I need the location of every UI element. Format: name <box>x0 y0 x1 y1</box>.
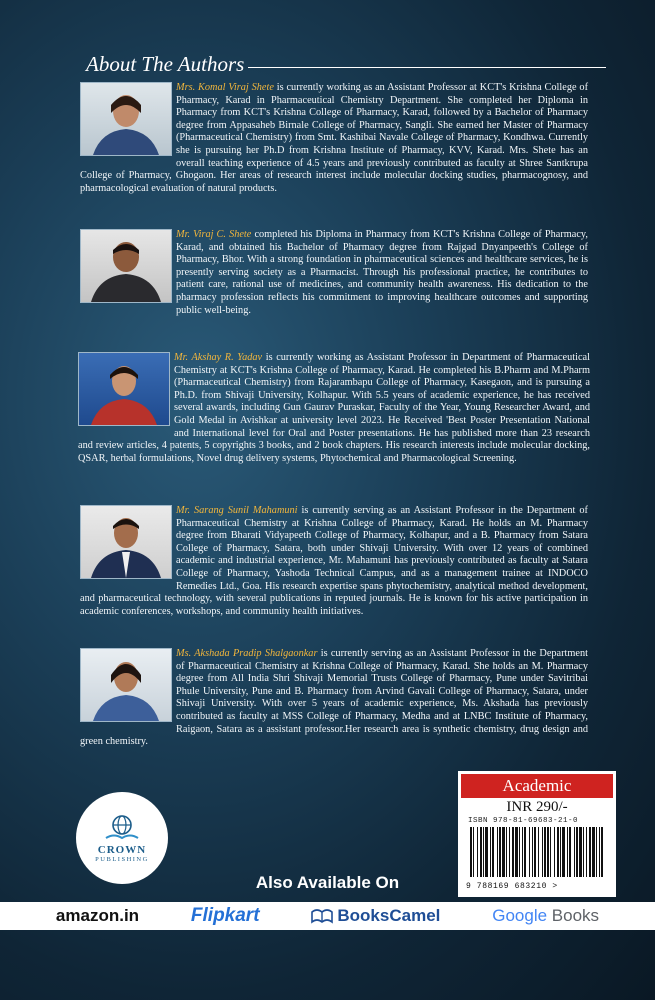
barcode-bar <box>509 827 510 877</box>
price-amount: INR 290/- <box>506 799 568 815</box>
author-name-5: Ms. Akshada Pradip Shalgaonkar <box>176 648 318 659</box>
author-photo-4 <box>80 505 176 581</box>
isbn-text: ISBN 978-81-69683-21-0 <box>468 817 579 825</box>
barcode-bar <box>601 827 603 877</box>
barcode-bar <box>480 827 482 877</box>
barcode-bar <box>542 827 543 877</box>
author-photo-1 <box>80 82 176 158</box>
author-bio-5: Ms. Akshada Pradip Shalgaonkar is currently serving as an Assistant Professor in the Department of Pharmaceutical Chemistry at Krishna College of Pharmacy, Karad. She holds an M. Pharmacy degree from All India Shri Shivaji Memorial Trusts College of Pharmacy, Pune under Savitribai Phule University, Pune and B. Pharmacy from Arvind Gavali College of Pharmacy, Satara, under Shivaji University. With over 5 years of academic experience, Ms. Akshada has previously contributed as faculty at MSS College of Pharmacy, Medha and at LNBC Institute of Pharmacy, Raigaon, Satara as a assistant professor.Her research area is synthetic chemistry, drug design and green chemistry. <box>80 648 588 748</box>
author-name-1: Mrs. Komal Viraj Shete <box>176 82 274 93</box>
barcode-bar <box>519 827 520 877</box>
barcode-bar <box>512 827 514 877</box>
author-bio-1: Mrs. Komal Viraj Shete is currently working as an Assistant Professor at KCT's Krishna College of Pharmacy, Karad in Pharmaceutical Chemistry Department. She completed her Diploma in Pharmacy from KCT's Krishna College of Pharmacy, Karad, followed by a Bachelor of Pharmacy degree from Appasaheb Birnale College of Pharmacy, Sangli. She earned her Master of Pharmacy (Pharmaceutical Chemistry) from Smt. Kashibai Navale College of Pharmacy, Kondhwa. Currently she is pursuing her Ph.D from Krishna Institute of Pharmacy, KVV, Karad. Mrs. Shete has an overall teaching experience of 4.5 years and previously contributed as faculty at Shree Santkrupa College of Pharmacy, Ghogaon. Her areas of research interest include molecular docking studies, pharmacognosy, and pharmacological evaluation of natural products. <box>80 82 588 194</box>
publisher-name: CROWN <box>97 843 147 856</box>
portrait-icon <box>81 649 171 721</box>
barcode-bar <box>499 827 501 877</box>
author-block-1 <box>80 82 588 195</box>
barcode-bar <box>524 827 526 877</box>
amazon-logo[interactable]: amazon.in <box>55 906 140 925</box>
category-label: Academic <box>502 776 572 795</box>
author-photo-2 <box>80 229 176 305</box>
barcode-bar <box>485 827 488 877</box>
author-block-4 <box>80 505 588 618</box>
barcode-bar <box>579 827 582 877</box>
barcode-bar <box>562 827 565 877</box>
barcode-bar <box>557 827 559 877</box>
barcode-bar <box>502 827 505 877</box>
barcode-icon <box>468 827 608 877</box>
heading-text: About The Authors <box>86 52 245 76</box>
author-bio-3: Mr. Akshay R. Yadav is currently working as Assistant Professor in Department of Pharmaceutical Chemistry at KCT's Krishna College of Pharmacy, Karad. He completed his B.Pharm and M.Pharm (Pharmaceutical Chemistry) from Rajarambapu College of Pharmacy, Kasegaon, and is pursuing a Ph.D. from Shivaji University, Kolhapur. With 5.5 years of academic experience, he has received several awards, including Gun Gaurav Puraskar, Faculty of the Year, Young Researcher Award, and Gold Medal in Avishkar at university level 2023. He Received 'Best Poster Presentation National and International level for Oral and Poster presentations. He has published more than 23 research and review articles, 4 patents, 5 copyrights 3 books, and 2 book chapters. His research interests include molecular docking, QSAR, herbal formulations, Novel drug delivery systems, Phytochemical and Pharmacological Screening. <box>78 352 590 464</box>
barcode-bar <box>592 827 595 877</box>
barcode-bar <box>522 827 523 877</box>
store-logos-bar <box>0 902 655 930</box>
author-name-4: Mr. Sarang Sunil Mahamuni <box>176 505 298 516</box>
barcode-bar <box>547 827 549 877</box>
barcode-bar <box>483 827 484 877</box>
barcode-bar <box>560 827 561 877</box>
portrait-icon <box>81 230 171 302</box>
author-name-2: Mr. Viraj C. Shete <box>176 229 252 240</box>
category-band <box>461 774 613 798</box>
portrait-icon <box>81 83 171 155</box>
barcode-bar <box>538 827 539 877</box>
barcode-bar <box>583 827 584 877</box>
author-block-2 <box>80 229 588 317</box>
barcode-bar <box>550 827 551 877</box>
barcode-bar <box>473 827 474 877</box>
portrait-icon <box>79 353 169 425</box>
google-books-logo[interactable]: Google Books <box>492 906 600 925</box>
barcode-bar <box>574 827 575 877</box>
barcode-bar <box>567 827 568 877</box>
author-bio-2: Mr. Viraj C. Shete completed his Diploma in Pharmacy from KCT's Krishna College of Pharmacy, Karad, and obtained his Bachelor of Pharmacy degree from Rajgad Dnyanpeeth's College of Pharmacy, Bhor. With a strong foundation in pharmaceutical sciences and healthcare services, he is presently serving society as a Pharmacist. Through his professional practice, he contributes to patient care, rational use of medicines, and community health awareness. His dedication to the pharmacy profession reflects his commitment to improving healthcare outcomes and supporting public well-being. <box>80 229 588 317</box>
barcode-bar <box>515 827 518 877</box>
publisher-sub: PUBLISHING <box>95 855 149 863</box>
about-authors-heading <box>86 52 606 77</box>
barcode-bar <box>490 827 491 877</box>
author-name-3: Mr. Akshay R. Yadav <box>174 352 263 363</box>
barcode-bar <box>569 827 571 877</box>
author-block-5 <box>80 648 588 749</box>
barcode-bar <box>532 827 533 877</box>
barcode-bar <box>497 827 498 877</box>
publisher-logo <box>76 792 168 884</box>
also-available-heading: Also Available On <box>255 873 400 892</box>
barcode-bar <box>529 827 530 877</box>
author-photo-5 <box>80 648 176 724</box>
barcode-bar <box>544 827 546 877</box>
author-block-3 <box>80 352 588 465</box>
barcode-bar <box>576 827 578 877</box>
globe-book-icon <box>102 814 142 842</box>
barcode-bar <box>589 827 591 877</box>
heading-rule <box>248 67 606 68</box>
barcode-bar <box>470 827 472 877</box>
flipkart-logo[interactable]: Flipkart <box>190 905 260 926</box>
author-bio-4: Mr. Sarang Sunil Mahamuni is currently serving as an Assistant Professor in the Department of Pharmaceutical Chemistry at Krishna College of Pharmacy, Karad. He holds an M. Pharmacy degree from Bharati Vidyapeeth College of Pharmacy, Kolhapur, and a B. Pharmacy from Satara College of Pharmacy, Satara, both under Shivaji University. With over 12 years of combined academic and industrial experience, Mr. Mahamuni has previously contributed as faculty at Satara College of Pharmacy, Yashoda Technical Campus, and as a management trainee at INDOCO Remedies Ltd., Goa. His research expertise spans phytochemistry, analytical method development, and pharmaceutical technology, with several publications in reputed journals. He is known for his active participation in academic conferences, workshops, and community health initiatives. <box>80 505 588 617</box>
barcode-number: 9 788169 683210 > <box>466 882 558 891</box>
barcode-bar <box>554 827 555 877</box>
barcode-bar <box>506 827 507 877</box>
bookscamel-logo[interactable]: BooksCamel <box>311 906 440 926</box>
author-photo-3 <box>78 352 174 428</box>
barcode-bar <box>477 827 478 877</box>
barcode-bar <box>492 827 494 877</box>
barcode-bar <box>586 827 587 877</box>
barcode-bar <box>599 827 600 877</box>
open-book-icon <box>311 908 333 924</box>
barcode-bar <box>534 827 536 877</box>
portrait-icon <box>81 506 171 578</box>
barcode-bar <box>596 827 597 877</box>
